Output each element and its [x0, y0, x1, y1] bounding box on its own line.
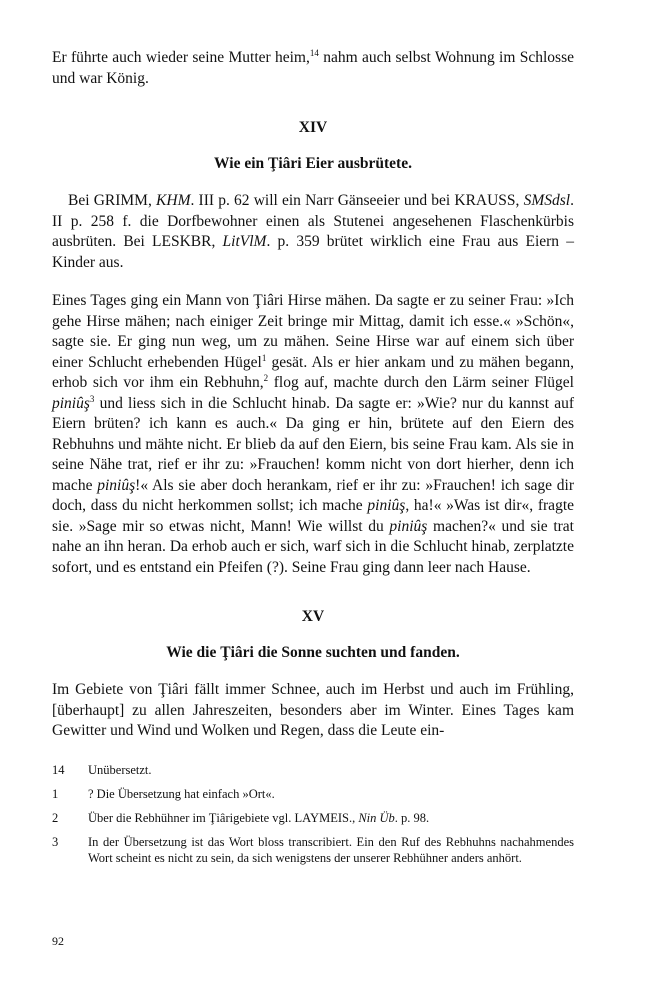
footnote-ref-14: 14 — [309, 48, 319, 58]
story-paragraph-xiv: Eines Tages ging ein Mann von Ţiâri Hirse mähen. Da sagte er zu seiner Frau: »Ich gehe Hirse mähen; nach einiger Zeit bringe mir Mittag, damit ich esse.« »Schön«, sagte sie. Er ging nun weg, um zu mähen. Seine Hirse war auf einem sich über einer Schlucht erhebenden Hügel$^1$ gesät. Als er hier ankam und zu mähen begann, erhob sich vor ihm ein Rebhuhn,$^2$ flog auf, machte durch den Lärm seiner Flügel piniûş$^3$ und liess sich in die Schlucht hinab. Da sagte er: »Wie? nur du kannst auf Eiern brüten? ich kann es auch.« Da ging er hin, brütete auf den Eiern des Rebhuhns und mähte nicht. Er blieb da auf den Eiern, bis seine Frau kam. Als sie in seine Nähe trat, rief er ihr zu: »Frauchen! komm nicht von dort hierher, denn ich mache piniûş!« Als sie aber doch herankam, rief er ihr zu: »Frauchen! ich sage dir doch, dass du nicht herkommen sollst; ich mache piniûş, ha!« »Was ist dir«, fragte sie. »Sage mir so etwas nicht, Mann! Wie willst du piniûş machen?« und sie trat nahe an ihn heran. Da erhob auch er sich, warf sich in die Schlucht hinab, zerplatzte sofort, und es entstand ein Pfeifen (?). Seine Frau ging dann leer nach Hause. — [52, 292, 575, 576]
story-paragraph-xv: Im Gebiete von Ţiâri fällt immer Schnee, auch im Herbst und auch im Frühling, [überhaupt] zu allen Jahreszeiten, besonders aber im Winter. Eines Tages kam Gewitter und Wind und Wolken und Regen, dass die Leute ein- — [52, 681, 574, 739]
ref-smsdsl: SMSdsl — [523, 192, 571, 209]
chapter-title-xv: Wie die Ţiâri die Sonne suchten und fanden. — [166, 644, 460, 661]
page-body — [52, 44, 574, 866]
page-number: 92 — [52, 934, 64, 948]
word-piniush: piniûş — [97, 476, 136, 494]
footnote-1: 1 ? Die Übersetzung hat einfach »Ort«. — [52, 786, 275, 801]
ref-khm: KHM — [156, 192, 191, 209]
footnote-3: 3 In der Übersetzung ist das Wort bloss transcribiert. Ein den Ruf des Rebhuhns nachahmendes Wort scheint es nicht zu sein, da sich wenigstens der unserer Rebhühner anders anhört. — [52, 834, 574, 865]
footnote-ref-3: 3 — [89, 393, 95, 404]
word-piniush: piniûş — [389, 517, 428, 535]
footnotes — [52, 762, 574, 866]
footnote-ref-2: 2 — [263, 373, 269, 383]
footnote-2: 2 Über die Rebhühner im Ţiârigebiete vgl. LAYMEIS., Nin Üb. p. 98. — [52, 810, 430, 825]
chapter-title-xiv: Wie ein Ţiâri Eier ausbrütete. — [214, 155, 412, 172]
footnote-14: 14 Unübersetzt. — [52, 762, 152, 777]
footnote-ref-1: 1 — [261, 352, 267, 363]
chapter-number-xv: XV — [301, 608, 325, 625]
ref-litvlm: LitVlM — [222, 233, 267, 250]
opening-paragraph: Er führte auch wieder seine Mutter heim,$^{14}$ nahm auch selbst Wohnung im Schlosse und war König. — [52, 48, 574, 87]
word-piniush: piniûş — [367, 497, 406, 514]
word-piniush: piniûş — [52, 394, 90, 412]
chapter-intro-xiv: Bei GRIMM, KHM. III p. 62 will ein Narr Gänseeier und bei KRAUSS, SMSdsl. II p. 258 f. die Dorfbewohner einen als Stutenei angesehenen Flaschenkürbis ausbrüten. Bei LESKBR, LitVlM. p. 359 brütet wirklich eine Frau aus Eiern – Kinder aus. — [52, 192, 574, 271]
chapter-number-xiv: XIV — [298, 119, 328, 136]
